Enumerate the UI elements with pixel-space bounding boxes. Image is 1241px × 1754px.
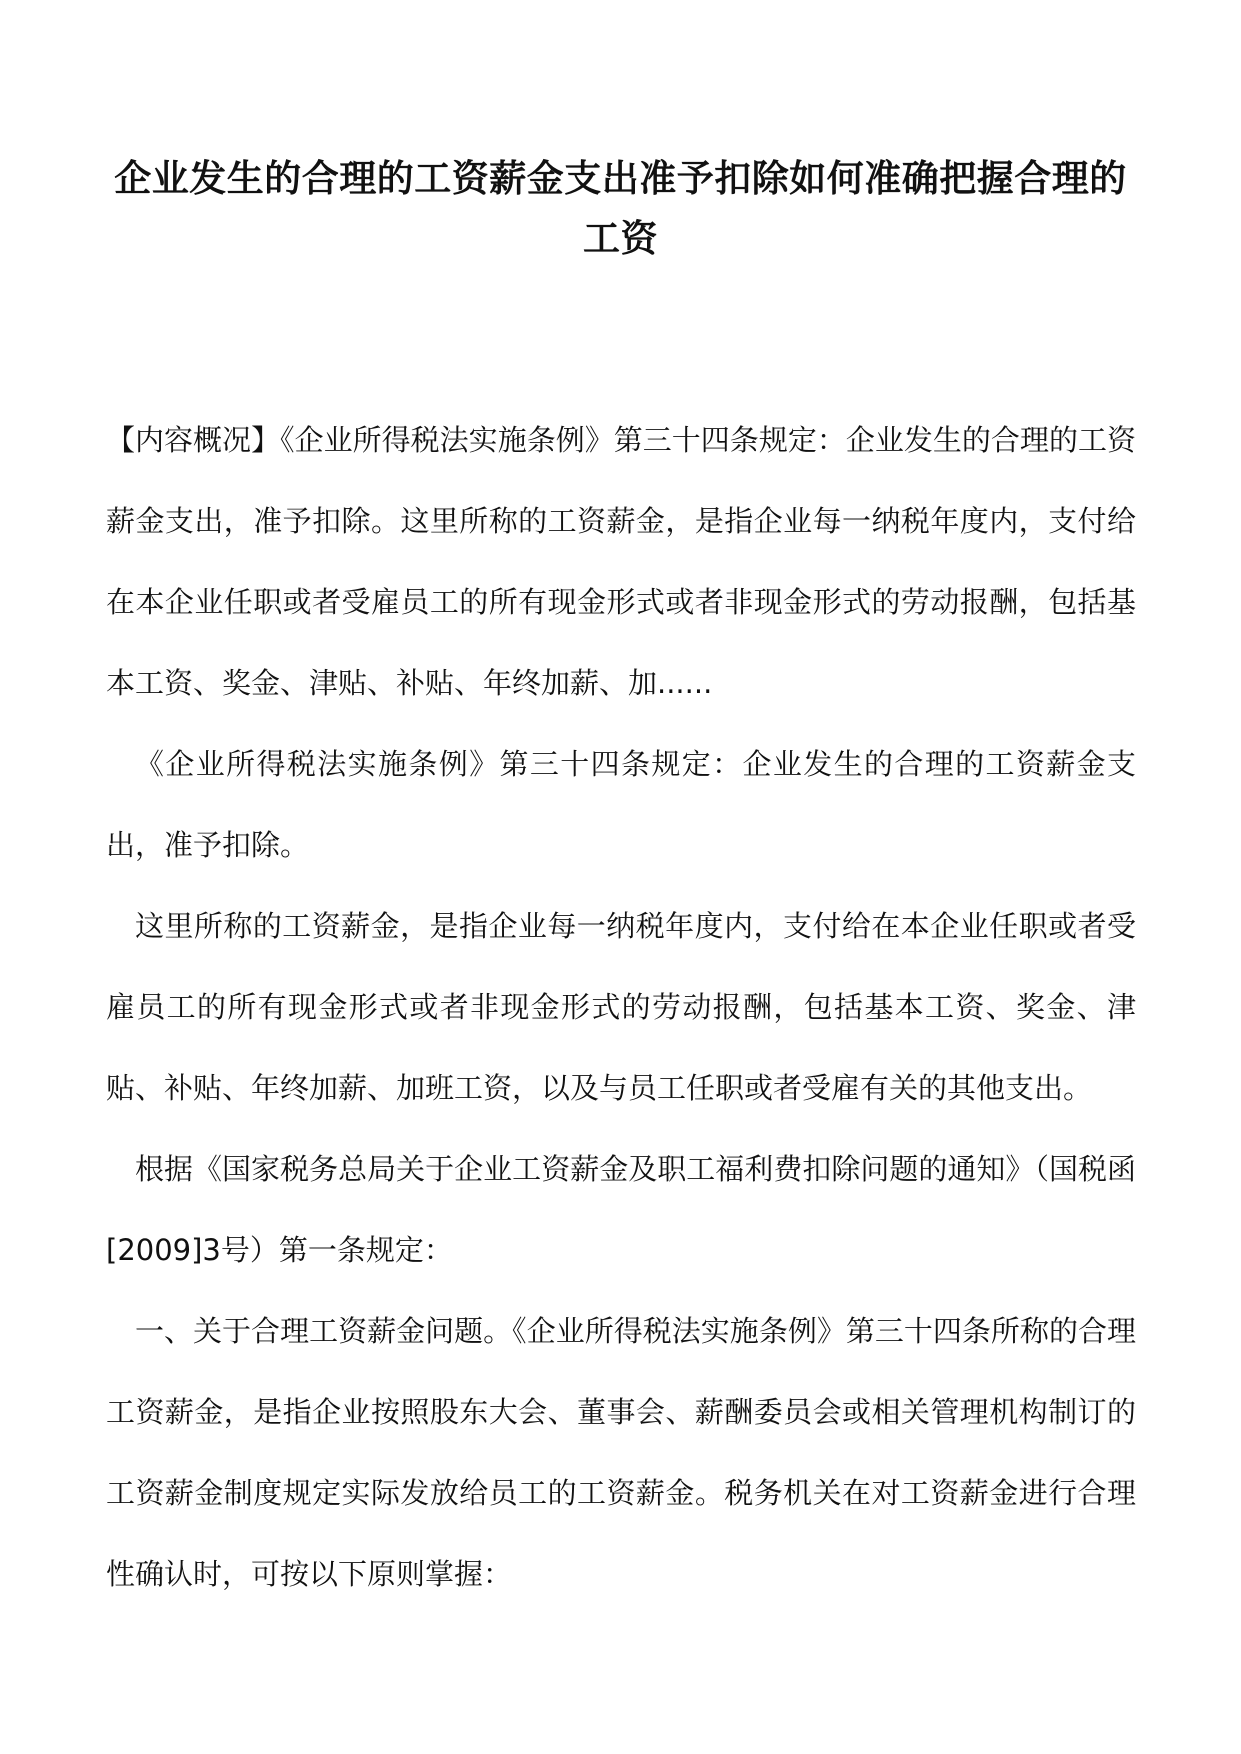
body-paragraph: 一、关于合理工资薪金问题。《企业所得税法实施条例》第三十四条所称的合理工资薪金，是指企业按照股东大会、董事会、薪酬委员会或相关管理机构制订的工资薪金制度规定实际发放给员工的工资薪金。税务机关在对工资薪金进行合理性确认时，可按以下原则掌握： xyxy=(106,1314,1136,1591)
body-paragraph: 根据《国家税务总局关于企业工资薪金及职工福利费扣除问题的通知》（国税函[2009]3号）第一条规定： xyxy=(106,1152,1136,1267)
document-title: 企业发生的合理的工资薪金支出准予扣除如何准确把握合理的工资 xyxy=(114,156,1127,260)
document-body xyxy=(106,400,1136,1615)
body-paragraph: 这里所称的工资薪金，是指企业每一纳税年度内，支付给在本企业任职或者受雇员工的所有现金形式或者非现金形式的劳动报酬，包括基本工资、奖金、津贴、补贴、年终加薪、加班工资，以及与员工任职或者受雇有关的其他支出。 xyxy=(106,909,1136,1105)
body-paragraph: 《企业所得税法实施条例》第三十四条规定：企业发生的合理的工资薪金支出，准予扣除。 xyxy=(106,747,1136,862)
summary-paragraph: 【内容概况】《企业所得税法实施条例》第三十四条规定：企业发生的合理的工资薪金支出，准予扣除。这里所称的工资薪金，是指企业每一纳税年度内，支付给在本企业任职或者受雇员工的所有现金形式或者非现金形式的劳动报酬，包括基本工资、奖金、津贴、补贴、年终加薪、加...... xyxy=(106,423,1136,700)
